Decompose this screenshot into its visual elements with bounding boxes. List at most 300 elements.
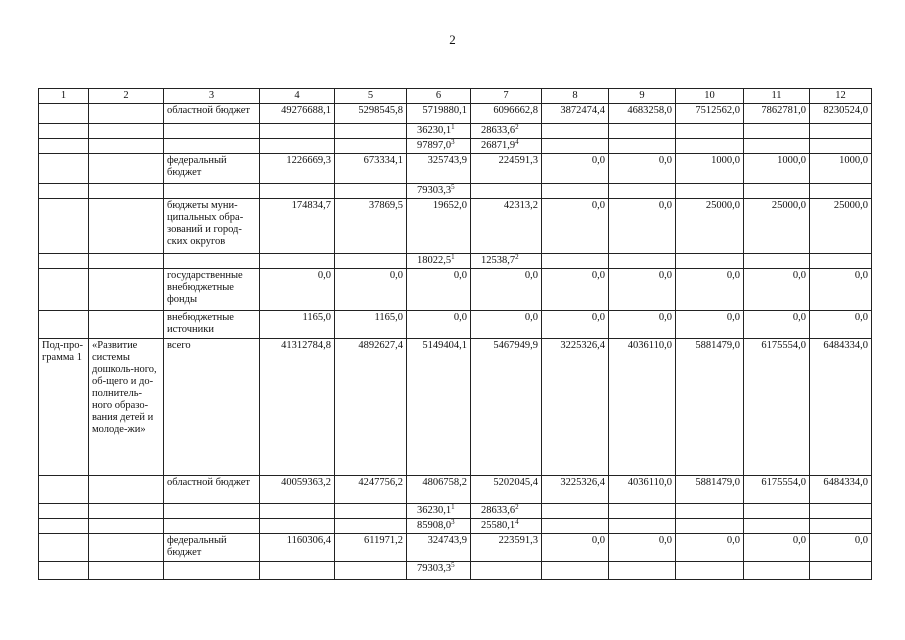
value-cell [542, 504, 609, 519]
value-cell [260, 184, 335, 199]
value-text: 4036110,0 [627, 340, 672, 351]
table-row [39, 476, 872, 504]
page-number: 2 [449, 32, 456, 47]
value-cell [609, 199, 676, 254]
header-cell: 6 [407, 89, 471, 104]
value-text: 1160306,4 [286, 535, 331, 546]
value-text: 0,0 [854, 270, 868, 281]
value-cell [335, 339, 407, 476]
value-text: 0,0 [389, 270, 403, 281]
value-cell [260, 311, 335, 339]
value-cell [335, 519, 407, 534]
footnote-marker: 1 [451, 503, 455, 511]
value-text: 0,0 [524, 312, 538, 323]
value-cell [542, 519, 609, 534]
value-cell [407, 104, 471, 124]
value-cell [676, 139, 744, 154]
value-cell [676, 476, 744, 504]
value-cell [810, 504, 872, 519]
value-text: 324743,9 [427, 535, 467, 546]
value-cell [260, 254, 335, 269]
value-cell [810, 254, 872, 269]
value-cell [471, 104, 542, 124]
value-text: 8230524,0 [823, 105, 868, 116]
value-cell [744, 124, 810, 139]
value-text: 5202045,4 [493, 477, 538, 488]
value-cell [471, 124, 542, 139]
value-cell [744, 184, 810, 199]
value-cell [810, 534, 872, 562]
value-cell [260, 124, 335, 139]
value-text: 0,0 [317, 270, 331, 281]
value-text: 0,0 [591, 200, 605, 211]
header-cell: 9 [609, 89, 676, 104]
program-cell [39, 519, 89, 534]
value-cell [335, 504, 407, 519]
value-text: 0,0 [453, 312, 467, 323]
value-text: 0,0 [658, 535, 672, 546]
value-text: 5881479,0 [695, 340, 740, 351]
value-cell [542, 311, 609, 339]
value-cell [260, 562, 335, 580]
program-cell [39, 104, 89, 124]
value-text: 40059363,2 [281, 477, 331, 488]
source-cell: всего [164, 339, 260, 476]
value-text: 42313,2 [503, 200, 538, 211]
table-row [39, 139, 872, 154]
program-name-cell [89, 269, 164, 311]
value-cell [810, 199, 872, 254]
value-text: 223591,3 [498, 535, 538, 546]
value-text: 224591,3 [498, 155, 538, 166]
value-cell [676, 534, 744, 562]
value-text: 18022,5 [417, 255, 452, 266]
table-row [39, 184, 872, 199]
value-cell [335, 104, 407, 124]
value-text: 0,0 [854, 535, 868, 546]
value-cell [609, 254, 676, 269]
header-cell: 3 [164, 89, 260, 104]
value-cell [407, 124, 471, 139]
header-cell: 12 [810, 89, 872, 104]
value-cell [407, 534, 471, 562]
program-cell [39, 184, 89, 199]
value-text: 0,0 [658, 200, 672, 211]
value-cell [542, 124, 609, 139]
value-cell [471, 199, 542, 254]
program-cell [39, 139, 89, 154]
source-cell [164, 184, 260, 199]
value-cell [676, 104, 744, 124]
value-cell [542, 562, 609, 580]
source-cell: областной бюджет [164, 104, 260, 124]
program-name-cell [89, 476, 164, 504]
source-cell: федеральный бюджет [164, 534, 260, 562]
value-text: 36230,1 [417, 125, 452, 136]
table-row [39, 311, 872, 339]
value-text: 26871,9 [481, 140, 516, 151]
value-cell [676, 519, 744, 534]
value-text: 5719880,1 [422, 105, 467, 116]
program-cell [39, 534, 89, 562]
value-text: 6484334,0 [823, 340, 868, 351]
value-text: 6175554,0 [761, 477, 806, 488]
value-text: 6175554,0 [761, 340, 806, 351]
value-text: 1000,0 [839, 155, 868, 166]
value-cell [609, 139, 676, 154]
header-cell: 5 [335, 89, 407, 104]
value-cell [335, 269, 407, 311]
table-row [39, 534, 872, 562]
footnote-marker: 1 [451, 123, 455, 131]
value-cell [407, 504, 471, 519]
value-text: 4683258,0 [627, 105, 672, 116]
value-cell [471, 311, 542, 339]
value-text: 85908,0 [417, 520, 452, 531]
value-cell [810, 476, 872, 504]
value-text: 3872474,4 [560, 105, 605, 116]
program-name-cell [89, 562, 164, 580]
value-cell [471, 476, 542, 504]
value-cell [471, 504, 542, 519]
header-cell: 2 [89, 89, 164, 104]
value-cell [676, 124, 744, 139]
program-cell [39, 124, 89, 139]
value-cell [407, 269, 471, 311]
program-cell: Под-про-грамма 1 [39, 339, 89, 476]
value-cell [471, 154, 542, 184]
table-row [39, 269, 872, 311]
value-cell [542, 254, 609, 269]
value-cell [542, 339, 609, 476]
value-cell [260, 269, 335, 311]
value-text: 5881479,0 [695, 477, 740, 488]
value-cell [744, 519, 810, 534]
source-cell [164, 562, 260, 580]
value-text: 0,0 [658, 155, 672, 166]
value-cell [335, 311, 407, 339]
program-name-cell [89, 104, 164, 124]
value-cell [542, 104, 609, 124]
value-cell [260, 519, 335, 534]
program-cell [39, 269, 89, 311]
value-cell [676, 562, 744, 580]
value-cell [676, 154, 744, 184]
source-cell: областной бюджет [164, 476, 260, 504]
value-text: 4892627,4 [358, 340, 403, 351]
value-cell [609, 476, 676, 504]
table-row [39, 339, 872, 476]
value-text: 0,0 [658, 312, 672, 323]
value-cell [471, 339, 542, 476]
value-cell [471, 562, 542, 580]
footnote-marker: 3 [451, 138, 455, 146]
program-cell [39, 562, 89, 580]
value-text: 25000,0 [833, 200, 868, 211]
program-name-cell [89, 519, 164, 534]
source-cell [164, 124, 260, 139]
value-cell [542, 154, 609, 184]
value-cell [676, 184, 744, 199]
value-text: 0,0 [524, 270, 538, 281]
table-row [39, 519, 872, 534]
value-cell [335, 124, 407, 139]
value-cell [335, 476, 407, 504]
value-cell [260, 139, 335, 154]
value-cell [810, 154, 872, 184]
value-cell [260, 504, 335, 519]
value-cell [810, 339, 872, 476]
value-text: 0,0 [792, 312, 806, 323]
value-text: 0,0 [726, 312, 740, 323]
value-cell [471, 534, 542, 562]
value-cell [335, 254, 407, 269]
footnote-marker: 1 [451, 253, 455, 261]
value-cell [407, 184, 471, 199]
value-text: 3225326,4 [560, 477, 605, 488]
value-text: 25000,0 [705, 200, 740, 211]
source-cell: бюджеты муни-ципальных обра-зований и город-ских округов [164, 199, 260, 254]
value-cell [609, 311, 676, 339]
value-text: 97897,0 [417, 140, 452, 151]
value-text: 28633,6 [481, 505, 516, 516]
value-text: 0,0 [792, 535, 806, 546]
value-cell [744, 104, 810, 124]
value-text: 0,0 [591, 312, 605, 323]
source-cell [164, 139, 260, 154]
value-cell [407, 476, 471, 504]
value-cell [676, 254, 744, 269]
value-text: 5298545,8 [358, 105, 403, 116]
program-cell [39, 154, 89, 184]
value-text: 673334,1 [363, 155, 403, 166]
value-cell [542, 184, 609, 199]
value-cell [744, 199, 810, 254]
value-text: 19652,0 [432, 200, 467, 211]
source-cell [164, 254, 260, 269]
value-cell [609, 104, 676, 124]
value-cell [609, 504, 676, 519]
value-cell [260, 104, 335, 124]
source-cell: государственные внебюджетные фонды [164, 269, 260, 311]
value-cell [744, 476, 810, 504]
source-cell [164, 519, 260, 534]
value-cell [335, 562, 407, 580]
value-text: 7512562,0 [695, 105, 740, 116]
value-cell [609, 269, 676, 311]
value-cell [260, 534, 335, 562]
value-cell [407, 311, 471, 339]
value-cell [609, 154, 676, 184]
value-text: 25580,1 [481, 520, 516, 531]
value-cell [471, 184, 542, 199]
value-cell [676, 339, 744, 476]
program-cell [39, 254, 89, 269]
value-text: 36230,1 [417, 505, 452, 516]
value-cell [471, 139, 542, 154]
program-name-cell [89, 154, 164, 184]
value-cell [542, 199, 609, 254]
value-text: 4036110,0 [627, 477, 672, 488]
value-cell [260, 154, 335, 184]
value-cell [676, 269, 744, 311]
value-text: 0,0 [591, 155, 605, 166]
value-cell [609, 124, 676, 139]
header-cell: 7 [471, 89, 542, 104]
footnote-marker: 5 [451, 561, 455, 569]
value-cell [744, 311, 810, 339]
budget-table [38, 88, 872, 580]
source-cell: федеральный бюджет [164, 154, 260, 184]
value-cell [407, 139, 471, 154]
value-text: 1165,0 [374, 312, 403, 323]
value-cell [810, 139, 872, 154]
program-cell [39, 504, 89, 519]
value-cell [335, 199, 407, 254]
value-text: 37869,5 [368, 200, 403, 211]
value-text: 5467949,9 [493, 340, 538, 351]
value-cell [676, 199, 744, 254]
value-cell [471, 519, 542, 534]
table-row [39, 254, 872, 269]
value-cell [810, 562, 872, 580]
source-cell: внебюджетные источники [164, 311, 260, 339]
header-row [39, 89, 872, 104]
value-cell [744, 139, 810, 154]
value-cell [407, 562, 471, 580]
footnote-marker: 2 [515, 503, 519, 511]
table-row [39, 562, 872, 580]
value-text: 0,0 [591, 535, 605, 546]
value-cell [609, 534, 676, 562]
value-text: 0,0 [658, 270, 672, 281]
value-text: 12538,7 [481, 255, 516, 266]
value-text: 325743,9 [427, 155, 467, 166]
value-cell [542, 139, 609, 154]
value-cell [407, 154, 471, 184]
program-cell [39, 476, 89, 504]
value-cell [335, 534, 407, 562]
value-cell [260, 199, 335, 254]
program-cell [39, 311, 89, 339]
value-cell [744, 562, 810, 580]
value-cell [542, 476, 609, 504]
value-text: 4247756,2 [358, 477, 403, 488]
footnote-marker: 3 [451, 518, 455, 526]
value-text: 0,0 [726, 535, 740, 546]
value-cell [744, 154, 810, 184]
header-cell: 4 [260, 89, 335, 104]
value-text: 41312784,8 [281, 340, 331, 351]
value-cell [744, 269, 810, 311]
value-cell [260, 339, 335, 476]
value-text: 6484334,0 [823, 477, 868, 488]
value-cell [542, 269, 609, 311]
value-cell [609, 562, 676, 580]
value-cell [676, 311, 744, 339]
value-cell [609, 519, 676, 534]
value-text: 3225326,4 [560, 340, 605, 351]
value-text: 0,0 [854, 312, 868, 323]
value-cell [810, 519, 872, 534]
value-text: 5149404,1 [422, 340, 467, 351]
value-cell [471, 254, 542, 269]
value-cell [542, 534, 609, 562]
value-text: 1000,0 [711, 155, 740, 166]
value-cell [471, 269, 542, 311]
value-cell [744, 504, 810, 519]
table-row [39, 154, 872, 184]
header-cell: 8 [542, 89, 609, 104]
value-cell [407, 254, 471, 269]
value-text: 611971,2 [364, 535, 403, 546]
value-cell [407, 339, 471, 476]
value-cell [260, 476, 335, 504]
table-row [39, 124, 872, 139]
footnote-marker: 2 [515, 123, 519, 131]
header-cell: 1 [39, 89, 89, 104]
program-name-cell [89, 184, 164, 199]
program-name-cell [89, 199, 164, 254]
program-name-cell [89, 504, 164, 519]
value-text: 79303,3 [417, 563, 452, 574]
value-text: 0,0 [726, 270, 740, 281]
value-text: 174834,7 [291, 200, 331, 211]
program-cell [39, 199, 89, 254]
value-cell [335, 154, 407, 184]
value-cell [744, 534, 810, 562]
program-name-cell [89, 139, 164, 154]
value-text: 1226669,3 [286, 155, 331, 166]
program-name-cell: «Развитие системы дошколь-ного, об-щего и до-полнитель-ного образо-вания детей и молоде-жи» [89, 339, 164, 476]
value-text: 0,0 [591, 270, 605, 281]
value-cell [609, 184, 676, 199]
footnote-marker: 2 [515, 253, 519, 261]
value-text: 28633,6 [481, 125, 516, 136]
footnote-marker: 4 [515, 138, 519, 146]
value-cell [744, 339, 810, 476]
table-row [39, 504, 872, 519]
value-text: 6096662,8 [493, 105, 538, 116]
value-cell [609, 339, 676, 476]
value-cell [407, 199, 471, 254]
value-text: 49276688,1 [281, 105, 331, 116]
footnote-marker: 5 [451, 183, 455, 191]
table-row [39, 199, 872, 254]
source-cell [164, 504, 260, 519]
value-text: 0,0 [453, 270, 467, 281]
value-cell [810, 311, 872, 339]
footnote-marker: 4 [515, 518, 519, 526]
program-name-cell [89, 311, 164, 339]
value-text: 0,0 [792, 270, 806, 281]
value-cell [744, 254, 810, 269]
value-cell [335, 184, 407, 199]
value-text: 1165,0 [302, 312, 331, 323]
value-text: 7862781,0 [761, 105, 806, 116]
header-cell: 11 [744, 89, 810, 104]
value-cell [407, 519, 471, 534]
value-cell [810, 269, 872, 311]
program-name-cell [89, 534, 164, 562]
value-text: 4806758,2 [422, 477, 467, 488]
value-cell [810, 104, 872, 124]
value-cell [335, 139, 407, 154]
table-row [39, 104, 872, 124]
value-cell [810, 184, 872, 199]
value-cell [810, 124, 872, 139]
value-text: 25000,0 [771, 200, 806, 211]
